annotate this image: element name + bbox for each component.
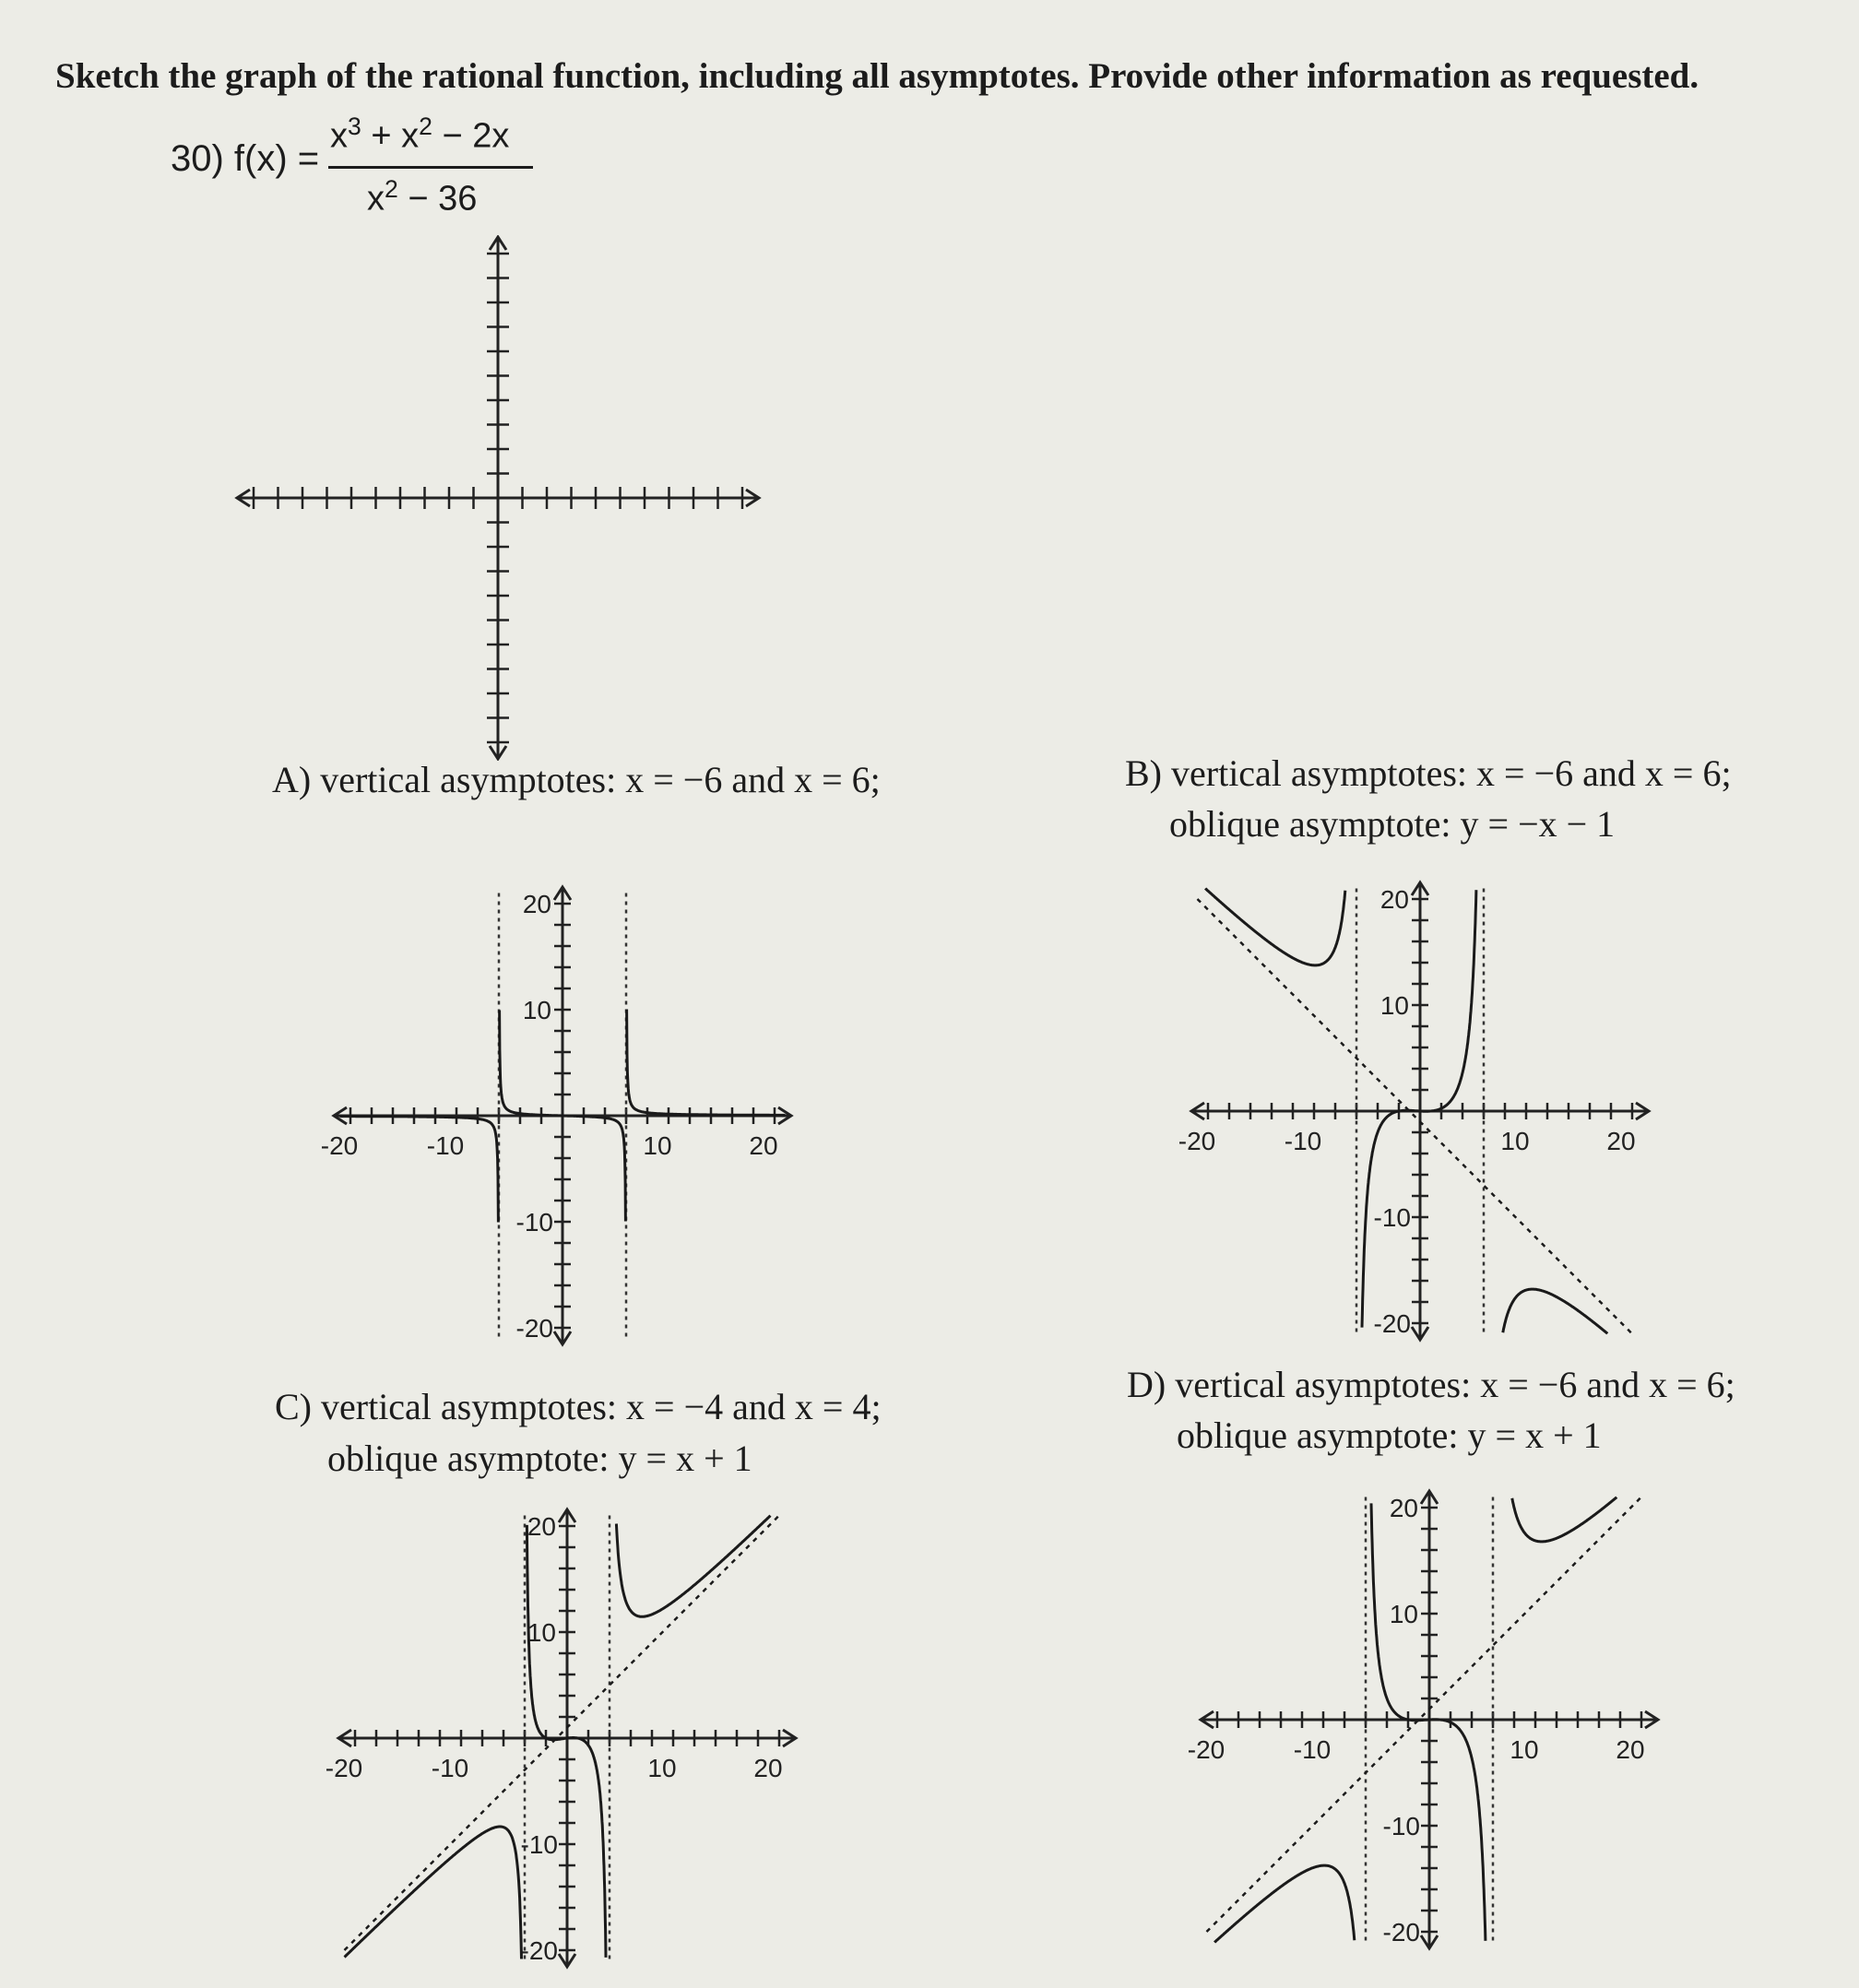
choice-d-label[interactable]: D) vertical asymptotes: x = −6 and x = 6; [1127, 1364, 1735, 1405]
x-tick-label: 10 [1510, 1735, 1539, 1764]
function-curve [340, 1117, 499, 1223]
y-tick-label: 20 [527, 1512, 556, 1541]
y-tick-label: -20 [1373, 1309, 1411, 1338]
x-tick-label: 20 [749, 1131, 778, 1160]
x-tick-label: 10 [647, 1754, 677, 1782]
graph-a[interactable] [314, 853, 867, 1388]
x-tick-label: -10 [431, 1754, 469, 1782]
y-tick-label: 10 [522, 996, 551, 1024]
blank-grid [231, 235, 765, 761]
y-tick-label: 10 [527, 1618, 556, 1647]
function-curve [1512, 1497, 1616, 1542]
y-tick-label: 20 [1389, 1494, 1418, 1522]
x-tick-label: -20 [320, 1131, 359, 1160]
problem-label: 30) f(x) = [171, 138, 320, 179]
x-tick-label: 20 [753, 1754, 783, 1782]
function-curve [627, 1010, 786, 1116]
x-tick-label: 20 [1606, 1127, 1636, 1155]
oblique-asymptote [345, 1516, 779, 1950]
y-tick-label: -10 [1373, 1203, 1411, 1232]
x-tick-label: -20 [325, 1754, 363, 1782]
oblique-asymptote [1198, 899, 1632, 1333]
y-tick-label: -10 [520, 1830, 558, 1859]
y-tick-label: 20 [522, 890, 551, 918]
choice-b-oblique: oblique asymptote: y = −x − 1 [1169, 803, 1616, 845]
choice-d-oblique: oblique asymptote: y = x + 1 [1177, 1414, 1602, 1456]
function-curve [616, 1516, 770, 1617]
y-tick-label: -20 [520, 1936, 558, 1965]
y-tick-label: -10 [515, 1208, 553, 1237]
graph-c[interactable] [318, 1475, 871, 1988]
choice-c-oblique: oblique asymptote: y = x + 1 [327, 1438, 752, 1479]
x-tick-label: -20 [1178, 1127, 1216, 1155]
fraction-denominator: $x^2 - 36$ [367, 175, 478, 219]
fraction-bar [328, 166, 533, 169]
fraction-numerator: $x^3 + x^2 - 2x$ [330, 112, 510, 156]
function-curve [1214, 1865, 1355, 1942]
y-tick-label: 10 [1389, 1600, 1418, 1628]
x-tick-label: -10 [426, 1131, 465, 1160]
x-tick-label: -10 [1284, 1127, 1322, 1155]
choice-c-label[interactable]: C) vertical asymptotes: x = −4 and x = 4; [275, 1386, 882, 1427]
oblique-asymptote [1207, 1497, 1641, 1932]
x-tick-label: 10 [1500, 1127, 1530, 1155]
function-curve [1503, 1289, 1607, 1333]
instructions: Sketch the graph of the rational function, including all asymptotes. Provide other information as requested. [55, 56, 1699, 96]
y-tick-label: -20 [515, 1314, 553, 1343]
graph-d[interactable] [1180, 1457, 1734, 1988]
graph-b[interactable] [1171, 848, 1724, 1374]
y-tick-label: 10 [1379, 991, 1409, 1020]
y-tick-label: -10 [1382, 1812, 1420, 1840]
function-curve [345, 1827, 522, 1959]
function-curve [1205, 889, 1345, 965]
x-tick-label: -10 [1293, 1735, 1332, 1764]
choice-b-label[interactable]: B) vertical asymptotes: x = −6 and x = 6; [1125, 752, 1732, 794]
x-tick-label: -20 [1187, 1735, 1226, 1764]
x-tick-label: 10 [643, 1131, 672, 1160]
choice-a-label[interactable]: A) vertical asymptotes: x = −6 and x = 6; [272, 759, 881, 800]
x-tick-label: 20 [1616, 1735, 1645, 1764]
y-tick-label: 20 [1379, 885, 1409, 914]
y-tick-label: -20 [1382, 1918, 1420, 1947]
